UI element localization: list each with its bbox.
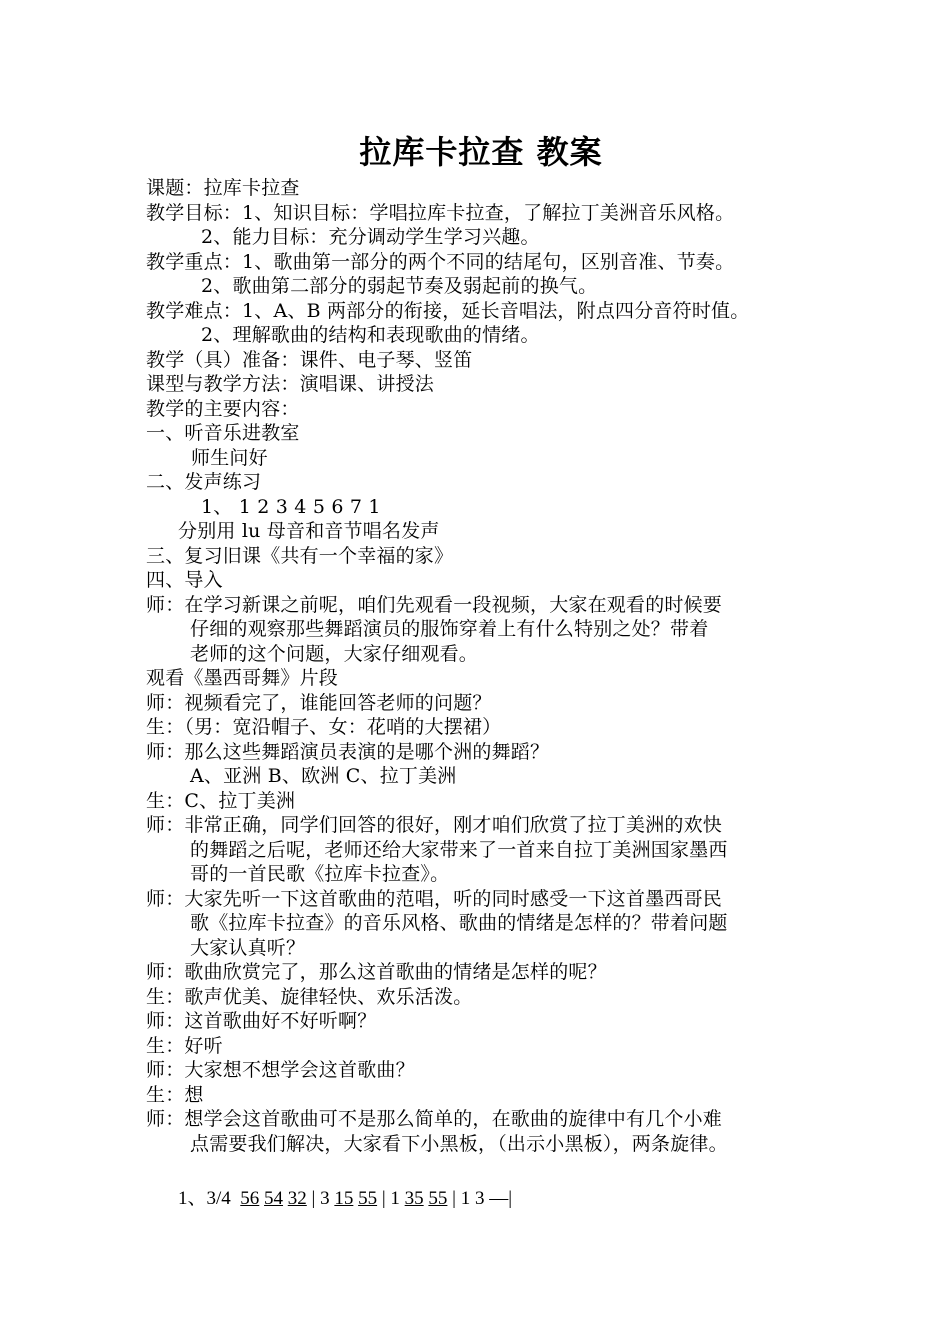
vocal-instruction: 分别用 lu 母音和音节唱名发声 [178,520,440,542]
dialogue-line: 生：好听 [146,1034,223,1057]
dialogue-line: 师：非常正确，同学们回答的很好，刚才咱们欣赏了拉丁美洲的欢快 [146,814,723,836]
teaching-preparation: 教学（具）准备：课件、电子琴、竖笛 [146,348,473,371]
note-group: 15 [334,1188,354,1209]
note-group: 56 [240,1188,260,1209]
teaching-goal: 教学目标：1、知识目标：学唱拉库卡拉查，了解拉丁美洲音乐风格。 [146,201,735,224]
dialogue-line: 老师的这个问题，大家仔细观看。 [190,642,479,665]
section-1-heading: 一、听音乐进教室 [146,422,300,444]
note-group: 55 [358,1188,378,1209]
dialogue-line: 歌《拉库卡拉查》的音乐风格、歌曲的情绪是怎样的？带着问题 [190,912,728,934]
note-group: 55 [428,1188,448,1209]
notation-prefix: 1、3/4 [178,1188,241,1209]
dialogue-line: 生：（男：宽沿帽子、女：花哨的大摆裙） [146,716,502,738]
note-group: 35 [404,1188,424,1209]
document-title: 拉库卡拉查 教案 [359,133,603,171]
section-4-heading: 四、导入 [146,569,223,591]
dialogue-line: 的舞蹈之后呢，老师还给大家带来了一首来自拉丁美洲国家墨西 [190,838,728,861]
section-3-heading: 三、复习旧课《共有一个幸福的家》 [146,544,454,567]
main-content-heading: 教学的主要内容： [146,397,300,420]
note-group: 32 [287,1188,307,1209]
teaching-key-point: 教学重点：1、歌曲第一部分的两个不同的结尾句，区别音准、节奏。 [146,250,735,273]
dialogue-line: 师：那么这些舞蹈演员表演的是哪个洲的舞蹈？ [146,740,550,763]
vocal-scale: 1、 1 2 3 4 5 6 7 1 [201,495,381,518]
dialogue-line: 哥的一首民歌《拉库卡拉查》。 [190,863,450,885]
dialogue-line: 生：歌声优美、旋律轻快、欢乐活泼。 [146,985,473,1008]
lesson-topic: 课题：拉库卡拉查 [146,177,300,199]
dialogue-line: 生：C、拉丁美洲 [146,789,296,812]
document-page [146,128,816,1212]
teaching-goal-2: 2、能力目标：充分调动学生学习兴趣。 [201,226,540,248]
section-2-heading: 二、发声练习 [146,471,262,493]
teaching-difficulty: 教学难点：1、A、B 两部分的衔接，延长音唱法，附点四分音符时值。 [146,299,750,322]
teaching-key-point-2: 2、歌曲第二部分的弱起节奏及弱起前的换气。 [201,275,598,297]
lesson-type: 课型与教学方法：演唱课、讲授法 [146,373,435,395]
dialogue-line: 师：大家想不想学会这首歌曲？ [146,1059,415,1081]
bar-separator: | 1 [377,1188,405,1209]
dialogue-line: 师：视频看完了，谁能回答老师的问题？ [146,691,492,714]
dialogue-line: 师：歌曲欣赏完了，那么这首歌曲的情绪是怎样的呢？ [146,961,607,983]
dialogue-line: 师：大家先听一下这首歌曲的范唱，听的同时感受一下这首墨西哥民 [146,887,723,910]
dialogue-line: 点需要我们解决，大家看下小黑板，（出示小黑板），两条旋律。 [190,1132,728,1155]
answer-options: A、亚洲 B、欧洲 C、拉丁美洲 [190,765,457,787]
dialogue-line: 仔细的观察那些舞蹈演员的服饰穿着上有什么特别之处？带着 [190,618,709,640]
dialogue-line: 观看《墨西哥舞》片段 [146,667,339,689]
melody-notation [146,1186,816,1212]
teaching-difficulty-2: 2、理解歌曲的结构和表现歌曲的情绪。 [201,324,540,346]
section-1-text: 师生问好 [191,446,268,469]
dialogue-line: 生：想 [146,1083,204,1106]
dialogue-line: 大家认真听？ [190,936,306,959]
dialogue-line: 师：这首歌曲好不好听啊？ [146,1010,377,1032]
note-group: 54 [264,1188,284,1209]
dialogue-line: 师：想学会这首歌曲可不是那么简单的，在歌曲的旋律中有几个小难 [146,1108,723,1130]
dialogue-line: 师：在学习新课之前呢，咱们先观看一段视频，大家在观看的时候要 [146,593,723,616]
spacer [146,1156,816,1186]
bar-separator: | 3 [306,1188,335,1209]
bar-separator: | 1 3 —| [447,1188,513,1209]
